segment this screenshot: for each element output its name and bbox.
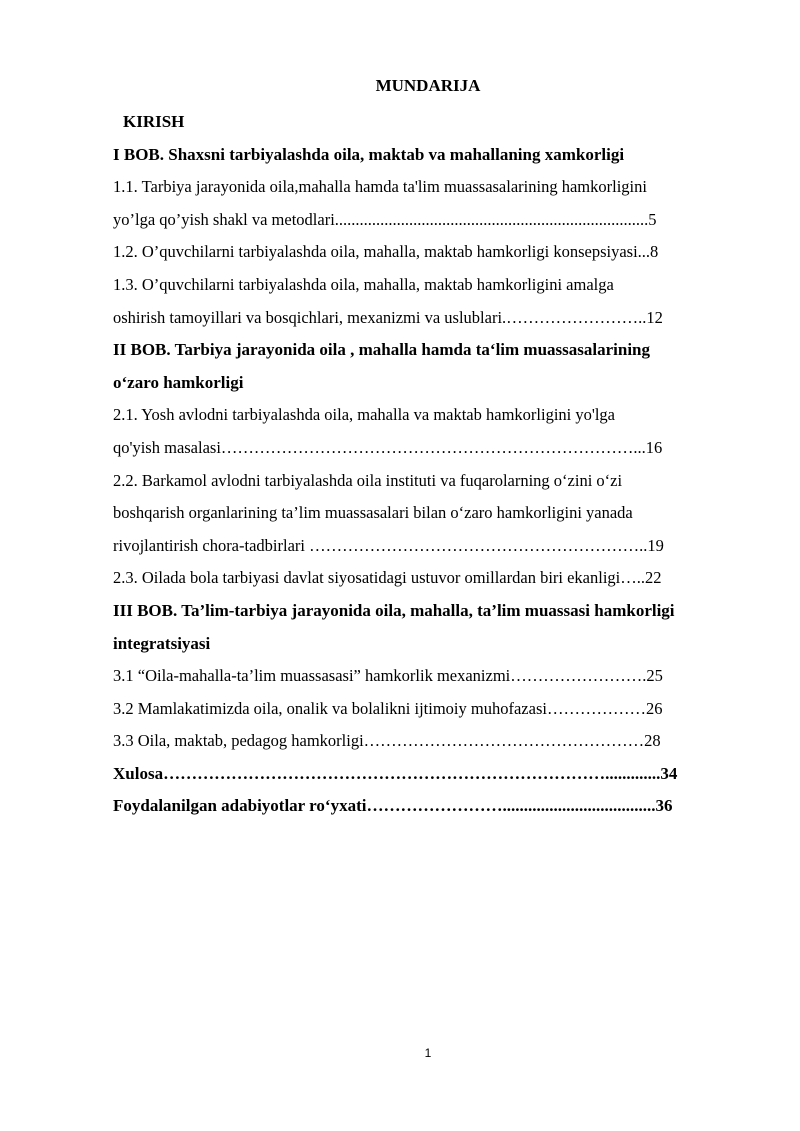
toc-entry-1-2: 1.2. O’quvchilarni tarbiyalashda oila, mahalla, maktab hamkorligi konsepsiyasi...8 xyxy=(113,242,659,262)
toc-entry-introduction: KIRISH xyxy=(123,112,185,131)
toc-entry-2-1-line-2: qo'yish masalasi…………………………………………………………………...16 xyxy=(113,437,663,457)
toc-entry-3-1: 3.1 “Oila-mahalla-ta’lim muassasasi” hamkorlik mexanizmi…………………….25 xyxy=(113,666,663,686)
toc-entry-2-2-line-3: rivojlantirish chora-tadbirlari ……………………………………………………..19 xyxy=(113,535,664,555)
toc-chapter-1-heading: I BOB. Shaxsni tarbiyalashda oila, maktab va mahallaning xamkorligi xyxy=(113,144,625,164)
toc-entry-3-2: 3.2 Mamlakatimizda oila, onalik va bolalikni ijtimoiy muhofazasi………………26 xyxy=(113,698,663,718)
table-of-contents xyxy=(113,106,743,823)
toc-title: MUNDARIJA xyxy=(375,76,481,95)
toc-chapter-3-heading-line-1: III BOB. Ta’lim-tarbiya jarayonida oila, mahalla, ta’lim muassasi hamkorligi xyxy=(113,600,675,620)
toc-chapter-2-heading-line-1: II BOB. Tarbiya jarayonida oila , mahalla hamda ta‘lim muassasalarining xyxy=(113,340,651,360)
toc-chapter-3-heading-line-2: integratsiyasi xyxy=(113,633,211,653)
page-number: 1 xyxy=(424,1046,432,1060)
toc-entry-1-3-line-1: 1.3. O’quvchilarni tarbiyalashda oila, mahalla, maktab hamkorligini amalga xyxy=(113,274,614,294)
toc-entry-1-1-line-2: yo’lga qo’yish shakl va metodlari............................................................................5 xyxy=(113,209,657,229)
toc-entry-2-2-line-1: 2.2. Barkamol avlodni tarbiyalashda oila instituti va fuqarolarning o‘zini o‘zi xyxy=(113,470,623,490)
toc-chapter-2-heading-line-2: o‘zaro hamkorligi xyxy=(113,372,244,392)
toc-entry-conclusion: Xulosa…………………………………………………………………….............34 xyxy=(113,763,678,783)
toc-entry-3-3: 3.3 Oila, maktab, pedagog hamkorligi……………………………………………28 xyxy=(113,731,661,751)
toc-entry-1-3-line-2: oshirish tamoyillari va bosqichlari, mexanizmi va uslublari.……………………..12 xyxy=(113,307,663,327)
toc-entry-2-1-line-1: 2.1. Yosh avlodni tarbiyalashda oila, mahalla va maktab hamkorligini yo'lga xyxy=(113,405,616,425)
toc-entry-1-1-line-1: 1.1. Tarbiya jarayonida oila,mahalla hamda ta'lim muassasalarining hamkorligini xyxy=(113,177,647,197)
toc-entry-2-2-line-2: boshqarish organlarining ta’lim muassasalari bilan o‘zaro hamkorligini yanada xyxy=(113,503,633,523)
toc-entry-2-3: 2.3. Oilada bola tarbiyasi davlat siyosatidagi ustuvor omillardan biri ekanligi…..22 xyxy=(113,568,662,588)
toc-entry-references: Foydalanilgan adabiyotlar ro‘yxati……………………....................................36 xyxy=(113,796,673,816)
